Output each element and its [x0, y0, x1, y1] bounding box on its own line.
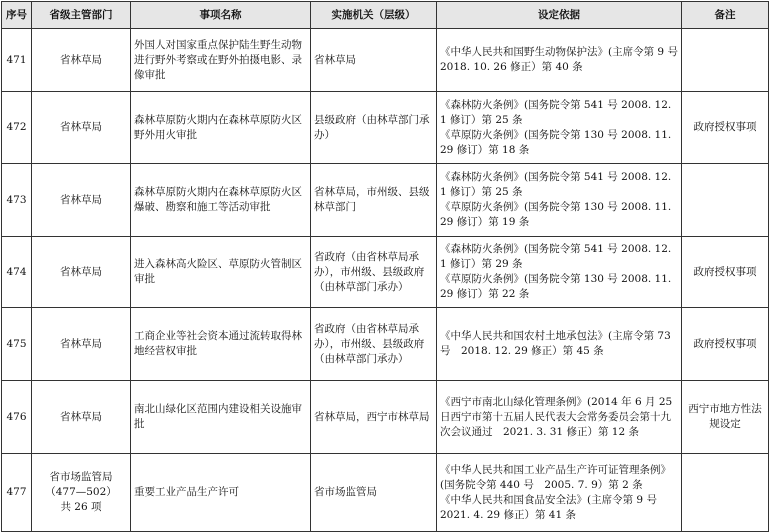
row-org: 县级政府（由林草部门承办） — [311, 92, 437, 164]
row-dept — [32, 29, 131, 92]
row-org: 省政府（由省林草局承办），市州级、县级政府（由林草部门承办） — [311, 308, 437, 381]
row-org: 省政府（由省林草局承办），市州级、县级政府（由林草部门承办） — [311, 237, 437, 308]
row-basis-line: 《森林防火条例》(国务院令第 541 号 2008. 12. 1 修订）第 29 条 — [440, 243, 672, 270]
table-row — [2, 454, 769, 532]
row-basis — [437, 29, 689, 92]
header-dept: 省级主管部门 — [32, 2, 131, 29]
row-note: 西宁市地方性法规设定 — [682, 381, 769, 454]
row-dept — [32, 164, 131, 237]
header-org: 实施机关（层级） — [311, 2, 437, 29]
row-basis — [437, 381, 682, 454]
row-dept-line: 省林草局 — [60, 265, 102, 278]
row-org: 省市场监管局 — [311, 454, 437, 532]
row-basis-line: 《中华人民共和国食品安全法》(主席令第 9 号 2021. 4. 29 修正）第 41 条 — [440, 493, 668, 521]
header-item: 事项名称 — [131, 2, 311, 29]
row-no: 473 — [2, 164, 32, 237]
row-item: 外国人对国家重点保护陆生野生动物进行野外考察或在野外拍摄电影、录像审批 — [131, 29, 311, 92]
row-dept-line: 省林草局 — [60, 193, 102, 206]
row-item: 森林草原防火期内在森林草原防火区爆破、勘察和施工等活动审批 — [131, 164, 311, 237]
row-no: 475 — [2, 308, 32, 381]
row-basis-line: 《森林防火条例》(国务院令第 541 号 2008. 12. 1 修订）第 25 条 — [440, 98, 672, 126]
row-item: 工商企业等社会资本通过流转取得林地经营权审批 — [131, 308, 311, 381]
row-dept — [32, 454, 131, 532]
row-org: 省林草局 — [311, 29, 437, 92]
row-dept — [32, 381, 131, 454]
table-row — [2, 29, 769, 92]
row-org: 省林草局，西宁市林草局 — [311, 381, 437, 454]
row-note: 政府授权事项 — [682, 237, 769, 308]
row-note — [682, 454, 769, 532]
row-dept-line: 省林草局 — [60, 53, 102, 66]
row-dept-line: 省林草局 — [60, 121, 102, 133]
row-dept-line: （477—502） — [45, 486, 117, 498]
row-basis-line: 《中华人民共和国野生动物保护法》(主席令第 9 号 2018. 10. 26 修正）第 40 条 — [440, 46, 689, 73]
header-basis: 设定依据 — [437, 2, 682, 29]
row-no: 476 — [2, 381, 32, 454]
header-row — [2, 2, 769, 29]
row-note — [682, 164, 769, 237]
row-note — [682, 29, 769, 92]
row-dept-line: 省林草局 — [60, 337, 102, 350]
header-note: 备注 — [682, 2, 769, 29]
row-basis-line: 《中华人民共和国工业产品生产许可证管理条例》(国务院令第 440 号 2005. 7. 9）第 2 条 — [440, 463, 671, 491]
row-note: 政府授权事项 — [682, 92, 769, 164]
row-item: 森林草原防火期内在森林草原防火区野外用火审批 — [131, 92, 311, 164]
row-no: 471 — [2, 29, 32, 92]
table-row — [2, 237, 769, 308]
row-note: 政府授权事项 — [682, 308, 769, 381]
row-basis — [437, 92, 682, 164]
row-basis — [437, 237, 682, 308]
row-item: 重要工业产品生产许可 — [131, 454, 311, 532]
row-basis-line: 《草原防火条例》(国务院令第 130 号 2008. 11. 29 修订）第 22 条 — [440, 273, 672, 300]
row-org: 省林草局，市州级、县级林草部门 — [311, 164, 437, 237]
table-row — [2, 164, 769, 237]
row-dept-line: 共 26 项 — [60, 501, 102, 513]
row-dept-line: 省市场监管局 — [49, 471, 113, 483]
row-basis — [437, 164, 682, 237]
row-basis — [437, 454, 682, 532]
row-item: 进入森林高火险区、草原防火管制区审批 — [131, 237, 311, 308]
row-dept — [32, 92, 131, 164]
row-basis — [437, 308, 682, 381]
row-basis-line: 《草原防火条例》(国务院令第 130 号 2008. 11. 29 修订）第 19 条 — [440, 201, 672, 228]
row-no: 472 — [2, 92, 32, 164]
row-basis-line: 《森林防火条例》(国务院令第 541 号 2008. 12. 1 修订）第 25 条 — [440, 171, 672, 198]
row-no: 474 — [2, 237, 32, 308]
row-item: 南北山绿化区范围内建设相关设施审批 — [131, 381, 311, 454]
table-row — [2, 381, 769, 454]
row-dept-line: 省林草局 — [60, 410, 102, 423]
row-basis-line: 《中华人民共和国农村土地承包法》(主席令第 73 号 2018. 12. 29 修正）第 45 条 — [440, 330, 671, 357]
table-row — [2, 308, 769, 381]
row-basis-line: 《西宁市南北山绿化管理条例》(2014 年 6 月 25 日西宁市第十五届人民代表大会常务委员会第十九次会议通过 2021. 3. 31 修正）第 12 条 — [440, 395, 673, 438]
header-no: 序号 — [2, 2, 32, 29]
row-basis-line: 《草原防火条例》(国务院令第 130 号 2008. 11. 29 修订）第 18 条 — [440, 128, 672, 156]
row-dept — [32, 237, 131, 308]
table-row — [2, 92, 769, 164]
row-dept — [32, 308, 131, 381]
matters-table — [1, 1, 769, 532]
row-no: 477 — [2, 454, 32, 532]
